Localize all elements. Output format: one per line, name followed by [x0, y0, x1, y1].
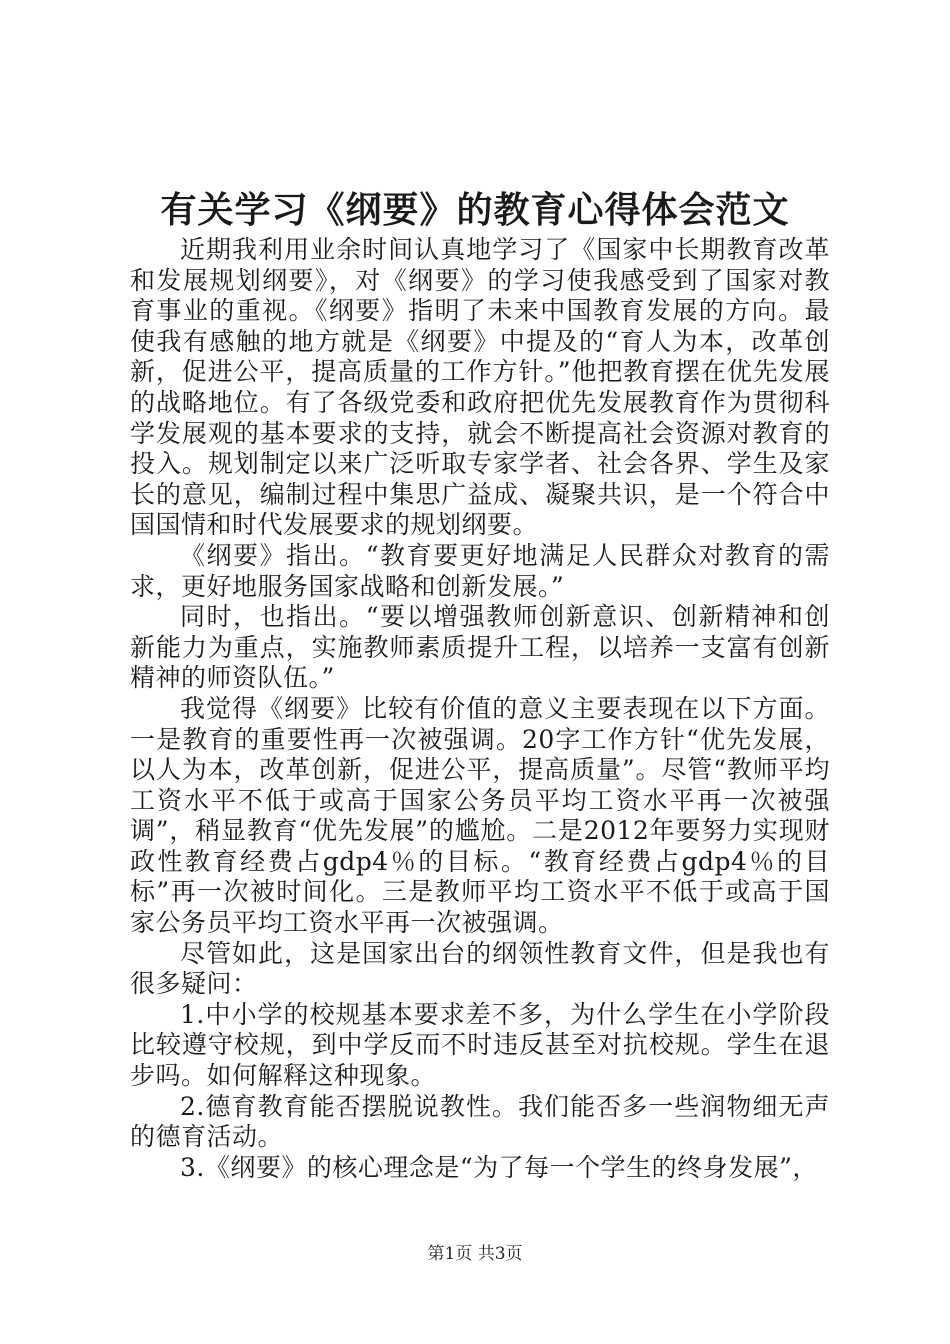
paragraph-5: 尽管如此，这是国家出台的纲领性教育文件，但是我也有很多疑问：	[130, 938, 830, 999]
paragraph-1: 近期我利用业余时间认真地学习了《国家中长期教育改革和发展规划纲要》，对《纲要》的学习使我感受到了国家对教育事业的重视。《纲要》指明了未来中国教育发展的方向。最使我有感触的地方就是《纲要》中提及的“育人为本，改革创新，促进公平，提高质量的工作方针。”他把教育摆在优先发展的战略地位。有了各级党委和政府把优先发展教育作为贯彻科学发展观的基本要求的支持，就会不断提高社会资源对教育的投入。规划制定以来广泛听取专家学者、社会各界、学生及家长的意见，编制过程中集思广益成、凝聚共识，是一个符合中国国情和时代发展要求的规划纲要。	[130, 235, 830, 540]
page-number-footer: 第1页 共3页	[427, 1244, 523, 1264]
paragraph-4: 我觉得《纲要》比较有价值的意义主要表现在以下方面。一是教育的重要性再一次被强调。20字工作方针“优先发展，以人为本，改革创新，促进公平，提高质量”。尽管“教师平均工资水平不低于或高于国家公务员平均工资水平再一次被强调”，稍显教育“优先发展”的尴尬。二是2012年要努力实现财政性教育经费占gdp4％的目标。“教育经费占gdp4％的目标”再一次被时间化。三是教师平均工资水平不低于或高于国家公务员平均工资水平再一次被强调。	[130, 693, 830, 938]
paragraph-7: 2.德育教育能否摆脱说教性。我们能否多一些润物细无声的德育活动。	[130, 1091, 830, 1152]
paragraph-2: 《纲要》指出。“教育要更好地满足人民群众对教育的需求，更好地服务国家战略和创新发展。”	[130, 540, 830, 601]
paragraph-8: 3.《纲要》的核心理念是“为了每一个学生的终身发展”，	[180, 1152, 818, 1182]
document-title: 有关学习《纲要》的教育心得体会范文	[160, 189, 790, 231]
document-body	[130, 235, 830, 1183]
paragraph-6: 1.中小学的校规基本要求差不多，为什么学生在小学阶段比较遵守校规，到中学反而不时违反甚至对抗校规。学生在退步吗。如何解释这种现象。	[130, 999, 830, 1091]
paragraph-3: 同时，也指出。“要以增强教师创新意识、创新精神和创新能力为重点，实施教师素质提升工程，以培养一支富有创新精神的师资队伍。”	[130, 602, 830, 693]
